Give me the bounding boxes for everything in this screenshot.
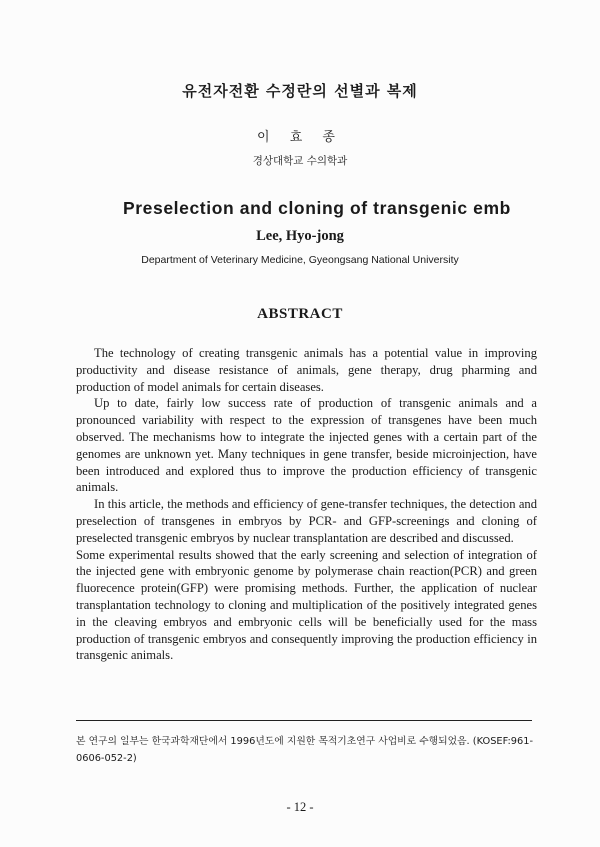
english-title: Preselection and cloning of transgenic emb <box>123 198 511 218</box>
korean-title: 유전자전환 수정란의 선별과 복제 <box>182 82 418 100</box>
footnote-divider <box>76 720 532 721</box>
korean-author: 이 효 종 <box>257 130 343 145</box>
abstract-paragraph-4: Some experimental results showed that the early screening and selection of integration of the injected gene with embryonic genome by polymerase chain reaction(PCR) and green fluorecence protein(GFP) were promising methods. Further, the application of nuclear transplantation technology to cloning and multiplication of the positively integrated genes in the cleaving embryos and embryonic cells will be beneficially used for the mass production of transgenic embryos and consequently improving the production efficiency in transgenic animals. <box>76 547 537 663</box>
english-affiliation: Department of Veterinary Medicine, Gyeongsang National University <box>141 254 459 266</box>
abstract-body <box>76 345 537 664</box>
english-author: Lee, Hyo-jong <box>256 228 344 244</box>
abstract-paragraph-2: Up to date, fairly low success rate of production of transgenic animals and a pronounced variability with respect to the expression of transgenes have been much observed. The mechanisms how to integrate the injected genes with a certain part of the genomes are unknown yet. Many techniques in gene transfer, beside microinjection, have been introduced and explored thus to improve the production efficiency of transgenic animals. <box>76 396 537 495</box>
abstract-heading: ABSTRACT <box>257 306 343 322</box>
footnote: 본 연구의 일부는 한국과학재단에서 1996년도에 지원한 목적기초연구 사업비로 수행되었음. (KOSEF:961-0606-052-2) <box>76 736 534 764</box>
page-number: - 12 - <box>286 800 314 814</box>
abstract-paragraph-1: The technology of creating transgenic animals has a potential value in improving productivity and disease resistance of animals, gene therapy, drug pharming and production of model animals for certain diseases. <box>76 346 537 394</box>
korean-affiliation: 경상대학교 수의학과 <box>252 155 348 167</box>
abstract-paragraph-3: In this article, the methods and efficiency of gene-transfer techniques, the detection and preselection of transgenes in embryos by PCR- and GFP-screenings and cloning of preselected transgenic embryos by nuclear transplantation are described and discussed. <box>76 497 537 545</box>
